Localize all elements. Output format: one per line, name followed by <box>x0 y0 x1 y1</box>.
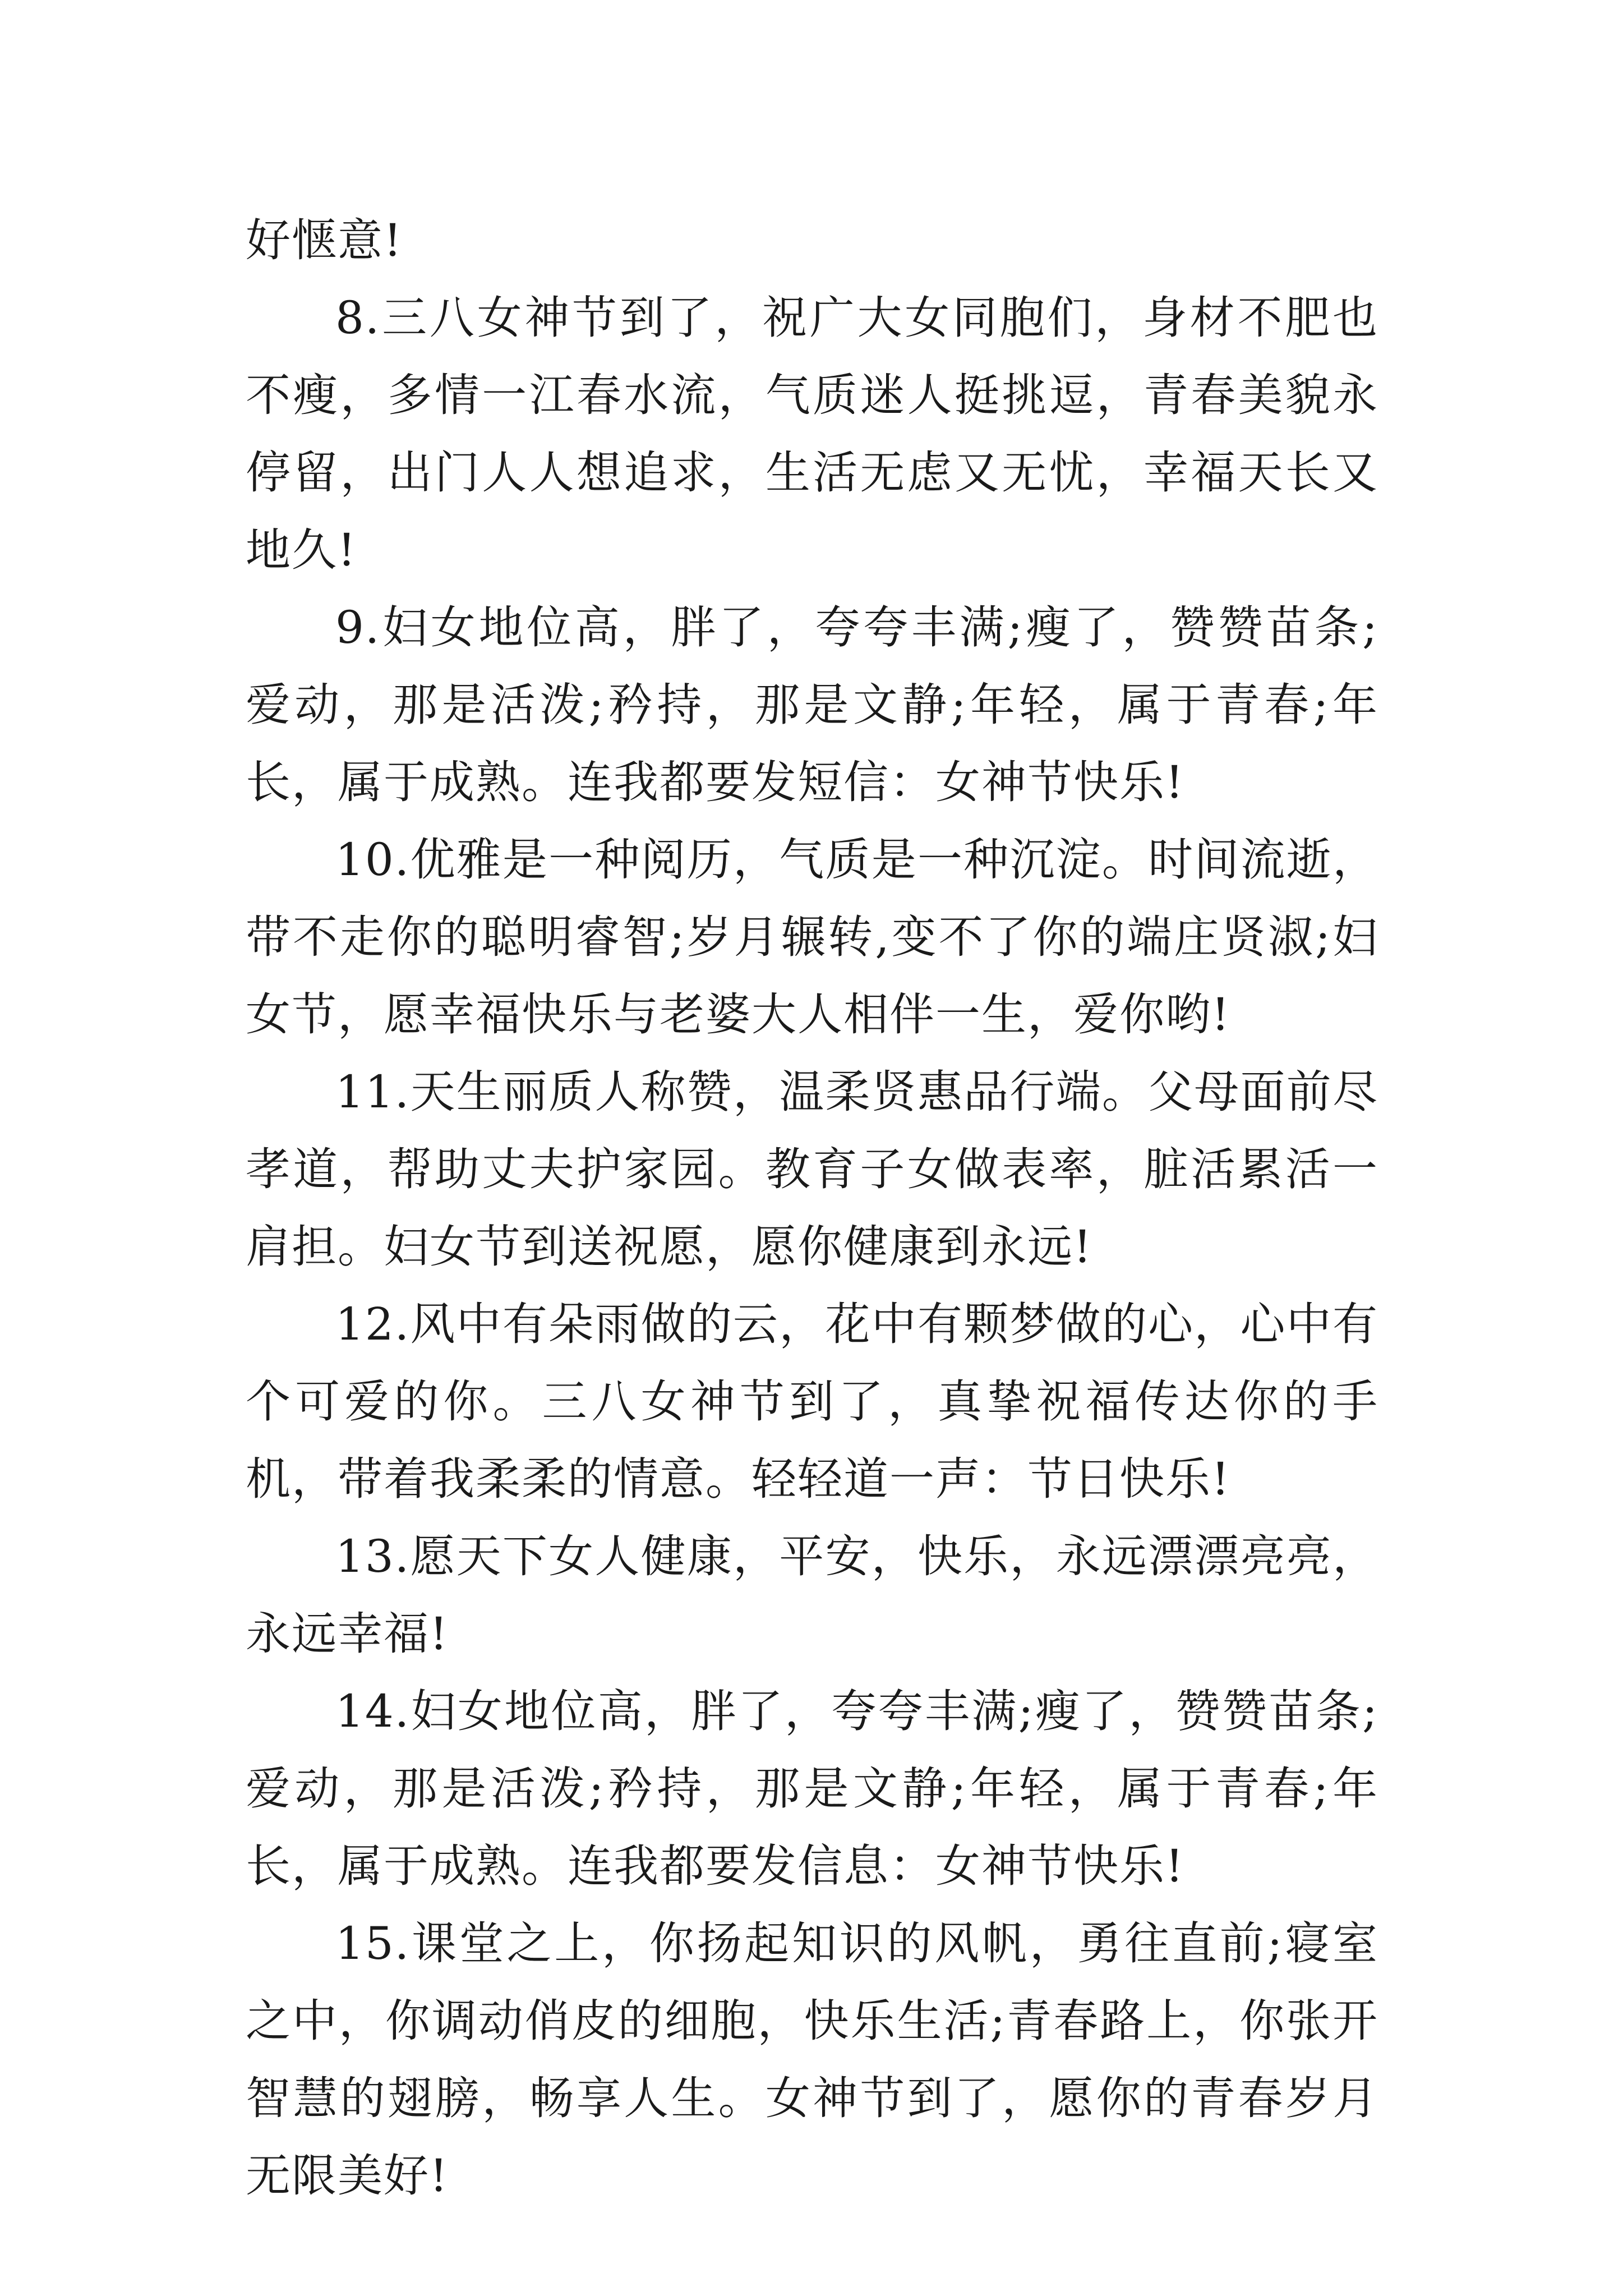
paragraph-continuation: 好惬意! <box>246 214 403 266</box>
paragraph-item-15: 15.课堂之上，你扬起知识的风帆，勇往直前;寝室之中，你调动俏皮的细胞，快乐生活;青春路上，你张开智慧的翅膀，畅享人生。女神节到了，愿你的青春岁月无限美好! <box>246 1917 1378 2202</box>
paragraph-item-14: 14.妇女地位高，胖了，夸夸丰满;瘦了，赞赞苗条;爱动，那是活泼;矜持，那是文静;年轻，属于青春;年长，属于成熟。连我都要发信息：女神节快乐! <box>246 1685 1378 1892</box>
paragraph-item-8: 8.三八女神节到了，祝广大女同胞们，身材不肥也不瘦，多情一江春水流，气质迷人挺挑逗，青春美貌永停留，出门人人想追求，生活无虑又无忧，幸福天长又地久! <box>246 292 1378 576</box>
paragraph-item-13: 13.愿天下女人健康，平安，快乐，永远漂漂亮亮，永远幸福! <box>246 1530 1378 1660</box>
paragraph-item-11: 11.天生丽质人称赞，温柔贤惠品行端。父母面前尽孝道，帮助丈夫护家园。教育子女做表率，脏活累活一肩担。妇女节到送祝愿，愿你健康到永远! <box>246 1066 1378 1273</box>
paragraph-item-9: 9.妇女地位高，胖了，夸夸丰满;瘦了，赞赞苗条;爱动，那是活泼;矜持，那是文静;年轻，属于青春;年长，属于成熟。连我都要发短信：女神节快乐! <box>246 601 1378 808</box>
paragraph-item-12: 12.风中有朵雨做的云，花中有颗梦做的心，心中有个可爱的你。三八女神节到了，真挚祝福传达你的手机，带着我柔柔的情意。轻轻道一声：节日快乐! <box>246 1298 1378 1505</box>
document-body <box>246 202 1378 2215</box>
paragraph-item-10: 10.优雅是一种阅历，气质是一种沉淀。时间流逝，带不走你的聪明睿智;岁月辗转,变不了你的端庄贤淑;妇女节，愿幸福快乐与老婆大人相伴一生，爱你哟! <box>246 834 1378 1041</box>
